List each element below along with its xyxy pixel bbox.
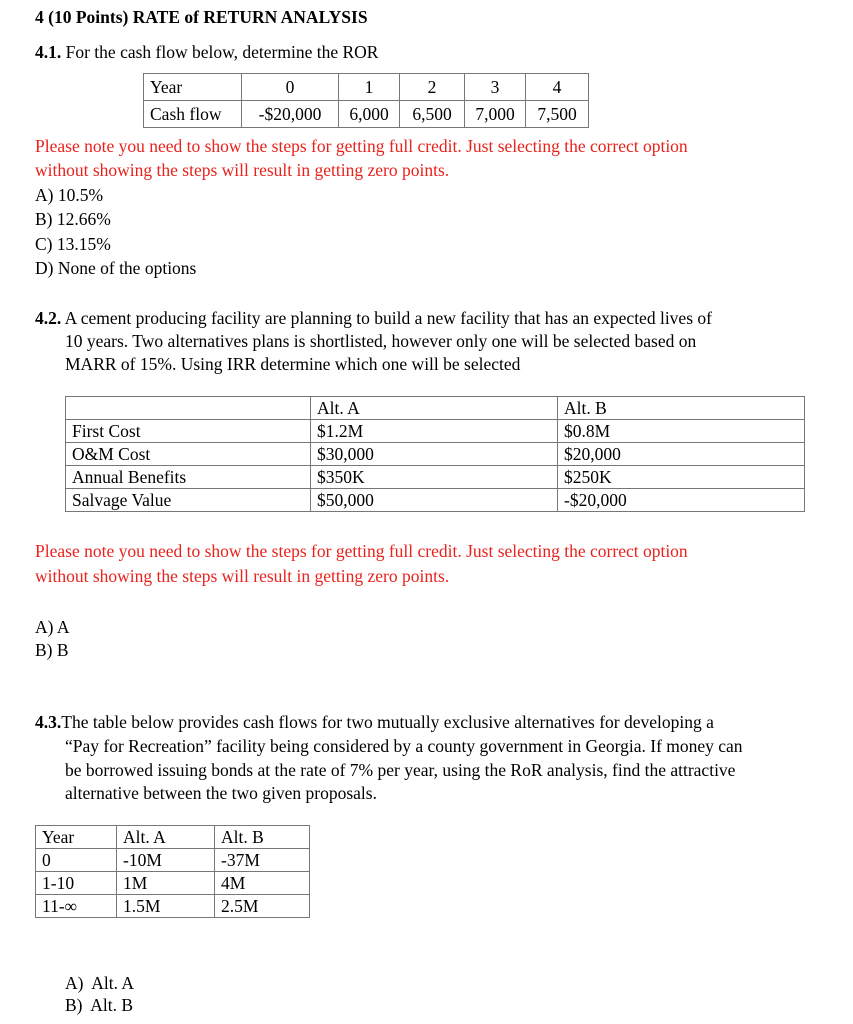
- table-cell: $1.2M: [311, 420, 558, 443]
- table-row: [66, 489, 805, 512]
- table-cell: 6,000: [339, 101, 400, 128]
- table-cell: Salvage Value: [66, 489, 311, 512]
- table-row: [66, 397, 805, 420]
- credit-note: Please note you need to show the steps for getting full credit. Just selecting the correct option: [35, 541, 688, 561]
- table-cell: 7,500: [526, 101, 589, 128]
- table-cell: $30,000: [311, 443, 558, 466]
- table-cell: 2.5M: [215, 895, 310, 918]
- table-cell: Annual Benefits: [66, 466, 311, 489]
- q2-prompt-line: MARR of 15%. Using IRR determine which one will be selected: [65, 354, 521, 374]
- table-row: [36, 872, 310, 895]
- table-cell: Alt. B: [558, 397, 805, 420]
- table-row: [66, 443, 805, 466]
- table-cell: $250K: [558, 466, 805, 489]
- table-cell: 11-∞: [36, 895, 117, 918]
- option: A) Alt. A: [65, 973, 135, 993]
- table-row: [36, 849, 310, 872]
- option: D) None of the options: [35, 258, 197, 278]
- table-cell: $50,000: [311, 489, 558, 512]
- table-row: [66, 420, 805, 443]
- table-row: [36, 826, 310, 849]
- table-cell: -$20,000: [558, 489, 805, 512]
- table-cell: 7,000: [465, 101, 526, 128]
- table-cell: 6,500: [400, 101, 465, 128]
- section-title: 4 (10 Points) RATE of RETURN ANALYSIS: [35, 7, 368, 27]
- option: C) 13.15%: [35, 234, 111, 254]
- table-row: [66, 466, 805, 489]
- q2-prompt-line: 10 years. Two alternatives plans is shortlisted, however only one will be selected based on: [65, 331, 697, 351]
- table-cell: 4M: [215, 872, 310, 895]
- table-cell: $350K: [311, 466, 558, 489]
- table-cell: 2: [400, 74, 465, 101]
- q3-prompt-line: alternative between the two given proposals.: [65, 783, 377, 803]
- credit-note: without showing the steps will result in getting zero points.: [35, 566, 450, 586]
- table-cell: Alt. B: [215, 826, 310, 849]
- table-row: [36, 895, 310, 918]
- table-cell: First Cost: [66, 420, 311, 443]
- table-cell: 1-10: [36, 872, 117, 895]
- q1-cash-flow-table: [143, 73, 589, 128]
- table-cell: -37M: [215, 849, 310, 872]
- table-cell: 1M: [117, 872, 215, 895]
- option: A) 10.5%: [35, 185, 104, 205]
- option: A) A: [35, 617, 70, 637]
- table-cell: -10M: [117, 849, 215, 872]
- q1-prompt: 4.1. For the cash flow below, determine the ROR: [35, 42, 379, 62]
- credit-note: Please note you need to show the steps for getting full credit. Just selecting the correct option: [35, 136, 688, 156]
- table-row: [144, 101, 589, 128]
- q3-prompt: 4.3.The table below provides cash flows for two mutually exclusive alternatives for developing a: [35, 712, 714, 732]
- q3-prompt-line: “Pay for Recreation” facility being considered by a county government in Georgia. If money can: [65, 736, 743, 756]
- q3-cash-flow-table: [35, 825, 310, 918]
- q2-alternatives-table: [65, 396, 805, 512]
- table-cell: Year: [144, 74, 242, 101]
- table-row: [144, 74, 589, 101]
- q3-prompt-line: be borrowed issuing bonds at the rate of 7% per year, using the RoR analysis, find the attractive: [65, 760, 736, 780]
- table-cell: 3: [465, 74, 526, 101]
- table-cell: Cash flow: [144, 101, 242, 128]
- credit-note: without showing the steps will result in getting zero points.: [35, 160, 450, 180]
- table-cell: Year: [36, 826, 117, 849]
- table-cell: 0: [36, 849, 117, 872]
- table-cell: Alt. A: [117, 826, 215, 849]
- table-cell: 0: [242, 74, 339, 101]
- option: B) 12.66%: [35, 209, 111, 229]
- table-cell: 1: [339, 74, 400, 101]
- table-cell: -$20,000: [242, 101, 339, 128]
- option: B) B: [35, 640, 69, 660]
- table-cell: 4: [526, 74, 589, 101]
- table-cell: [66, 397, 311, 420]
- table-cell: Alt. A: [311, 397, 558, 420]
- table-cell: $20,000: [558, 443, 805, 466]
- table-cell: $0.8M: [558, 420, 805, 443]
- option: B) Alt. B: [65, 995, 134, 1015]
- q2-prompt: 4.2. A cement producing facility are planning to build a new facility that has an expected lives of: [35, 308, 712, 328]
- table-cell: O&M Cost: [66, 443, 311, 466]
- table-cell: 1.5M: [117, 895, 215, 918]
